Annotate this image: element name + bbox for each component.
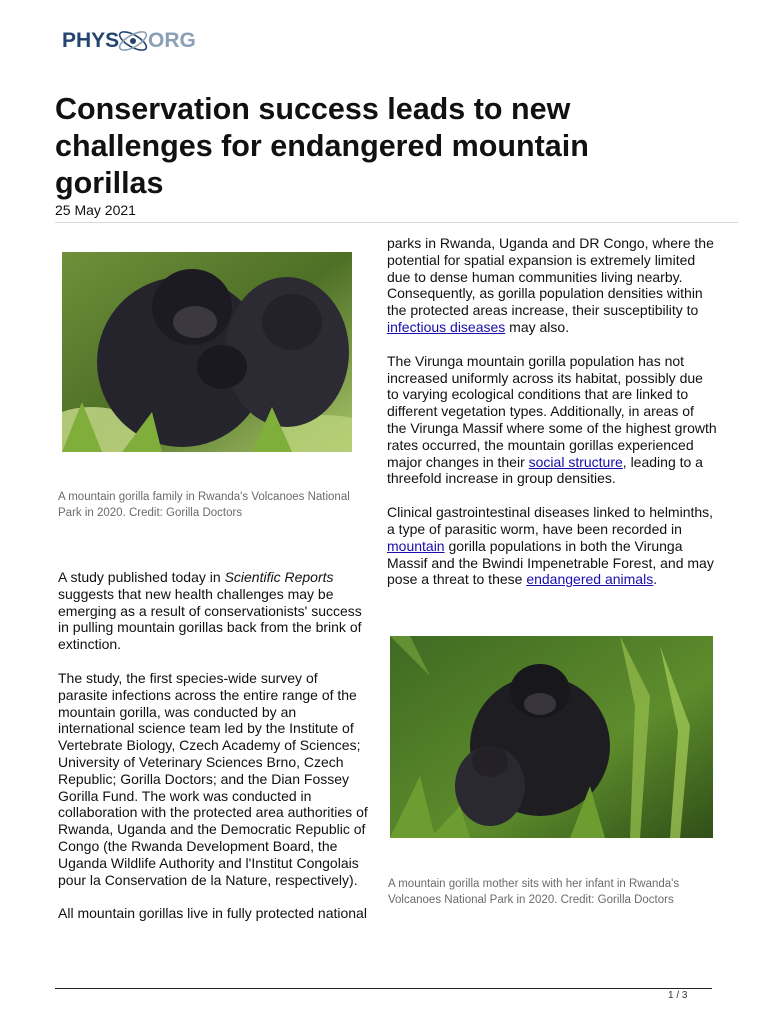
- journal-name: Scientific Reports: [224, 569, 334, 585]
- article-body-left: [58, 569, 370, 939]
- header-divider: [55, 222, 738, 223]
- paragraph: The study, the first species-wide survey of parasite infections across the entire range of the mountain gorilla, was conducted by an international science team led by the Institute of Vertebrate Biology, Czech Academy of Sciences; University of Veterinary Sciences Brno, Czech Republic; Gorilla Doctors; and the Dian Fossey Gorilla Fund. The work was conducted in collaboration with the protected area authorities of Rwanda, Uganda and the Democratic Republic of Congo (the Rwanda Development Board, the Uganda Wildlife Authority and l'Institut Congolais pour la Conservation de la Nature, respectively).: [58, 669, 368, 888]
- atom-icon: [116, 24, 150, 58]
- page-number: 1 / 3: [668, 990, 688, 1001]
- logo-text-phys: PHYS: [62, 29, 120, 52]
- figure-caption: A mountain gorilla mother sits with her infant in Rwanda's Volcanoes National Park in 2020. Credit: Gorilla Doctors: [388, 878, 680, 906]
- paragraph: The Virunga mountain gorilla population has not increased uniformly across its habitat, possibly due to varying ecological conditions that are linked to different vegetation types. Additionally, in areas of the Virunga Massif where some of the highest growth rates occurred, the mountain gorillas experienced major changes in their social structure, leading to a threefold increase in group densities.: [387, 352, 717, 487]
- paragraph: Clinical gastrointestinal diseases linked to helminths, a type of parasitic worm, have been recorded in mountain gorilla populations in both the Virunga Massif and the Bwindi Impenetrable Forest, and may pose a threat to these endangered animals.: [387, 504, 714, 588]
- logo-text-org: ORG: [148, 29, 196, 52]
- gorilla-family-photo: [62, 252, 352, 452]
- footer-divider: [55, 988, 712, 989]
- link-social-structure[interactable]: social structure: [528, 453, 623, 470]
- link-infectious-diseases[interactable]: infectious diseases: [387, 318, 506, 335]
- paragraph: A study published today in Scientific Reports suggests that new health challenges may be emerging as a result of conservationists' success in pulling mountain gorillas back from the brink of extinction.: [58, 569, 362, 653]
- article-body-right: [387, 235, 717, 605]
- figure-caption: A mountain gorilla family in Rwanda's Volcanoes National Park in 2020. Credit: Gorilla Doctors: [58, 491, 350, 519]
- article-date: 25 May 2021: [55, 202, 136, 218]
- gorilla-mother-infant-photo: [390, 636, 713, 838]
- paragraph: parks in Rwanda, Uganda and DR Congo, where the potential for spatial expansion is extremely limited due to dense human communities living nearby. Consequently, as gorilla population densities within the protected areas increase, their susceptibility to infectious diseases may also.: [387, 235, 714, 335]
- article-title: Conservation success leads to new challenges for endangered mountain gorillas: [55, 92, 589, 200]
- paragraph: All mountain gorillas live in fully protected national: [58, 905, 367, 922]
- link-endangered-animals[interactable]: endangered animals: [526, 571, 654, 588]
- link-mountain[interactable]: mountain: [387, 537, 445, 554]
